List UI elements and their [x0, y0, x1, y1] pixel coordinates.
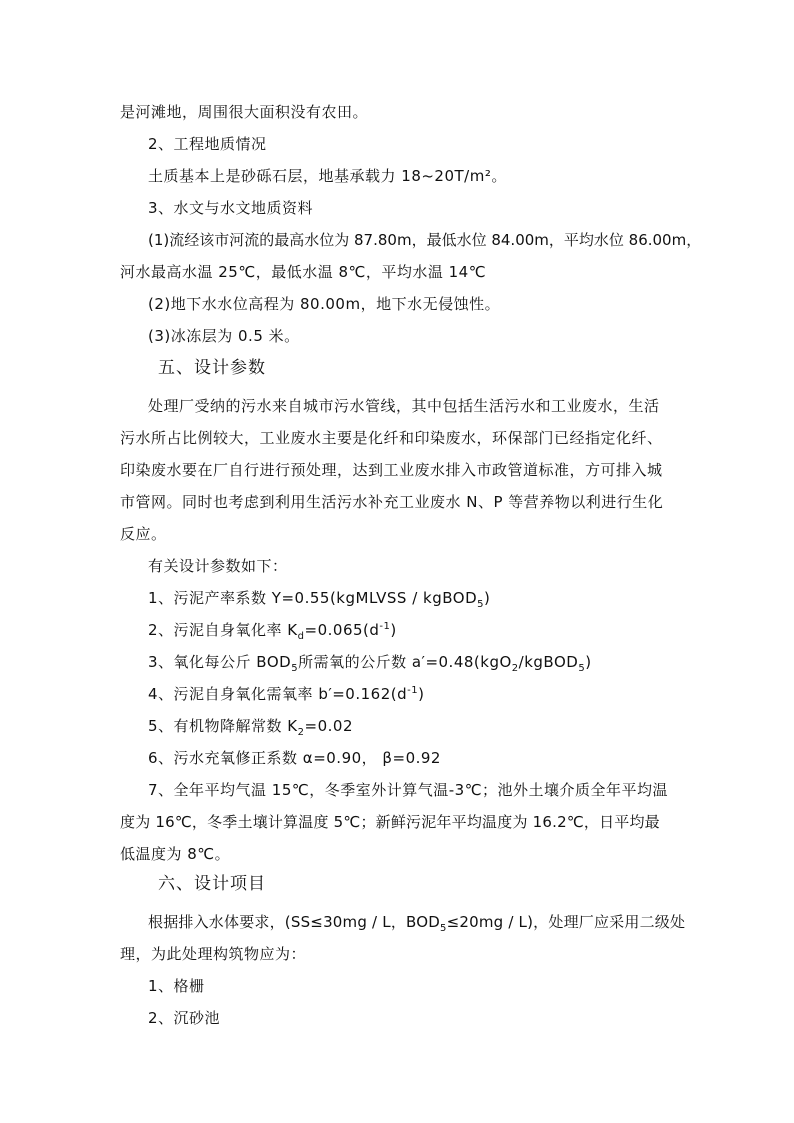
text-line: 河水最高水温 25℃，最低水温 8℃，平均水温 14℃ [120, 263, 487, 281]
text-line: 土质基本上是砂砾石层，地基承载力 18~20T/m²。 [148, 167, 507, 185]
paragraph-line: 低温度为 8℃。 [120, 845, 231, 863]
list-item: 2、沉砂池 [148, 1009, 221, 1027]
list-item: 1、格栅 [148, 977, 205, 995]
section-subheading: 2、工程地质情况 [148, 135, 267, 153]
parameter-item: 6、污水充氧修正系数 α=0.90， β=0.92 [148, 749, 441, 767]
parameter-item: 5、有机物降解常数 $K_2=0.02$ [148, 717, 353, 738]
parameter-item: 4、污泥自身氧化需氧率 $b'=0.162(d^{-1})$ [148, 685, 425, 703]
text-line: 是河滩地，周围很大面积没有农田。 [120, 103, 369, 121]
text-line: (2)地下水水位高程为 80.00m，地下水无侵蚀性。 [148, 295, 501, 313]
paragraph-line: 度为 16℃，冬季土壤计算温度 5℃；新鲜污泥年平均温度为 16.2℃，日平均最 [120, 813, 660, 831]
section-heading: 六、设计项目 [158, 874, 266, 894]
section-heading: 五、设计参数 [158, 358, 266, 378]
paragraph-line: 污水所占比例较大，工业废水主要是化纤和印染废水，环保部门已经指定化纤、 [120, 429, 663, 447]
paragraph-line: 理，为此处理构筑物应为： [120, 945, 307, 963]
paragraph-line: 处理厂受纳的污水来自城市污水管线，其中包括生活污水和工业废水，生活 [148, 397, 660, 415]
parameter-item: 2、污泥自身氧化率 $K_d=0.065(d^{-1})$ [148, 621, 397, 642]
paragraph-line: 反应。 [120, 525, 167, 543]
section-subheading: 3、水文与水文地质资料 [148, 199, 314, 217]
paragraph-line: 市管网。同时也考虑到利用生活污水补充工业废水 N、P 等营养物以利进行生化 [120, 493, 664, 511]
parameter-item: 1、污泥产率系数 Y=0.55(kgMLVSS / kgBOD$_5$) [148, 589, 491, 610]
paragraph-line: 有关设计参数如下： [148, 557, 288, 575]
parameter-item: 7、全年平均气温 15℃，冬季室外计算气温-3℃；池外土壤介质全年平均温 [148, 781, 669, 799]
text-line: (3)冰冻层为 0.5 米。 [148, 327, 300, 345]
parameter-item: 3、氧化每公斤 $BOD_5$所需氧的公斤数 a′=0.48(kgO$_2$/kgBOD$_5$) [148, 653, 592, 674]
paragraph-line: 根据排入水体要求，(SS≤30mg / L，$BOD_5\le 20mg / L$)，处理厂应采用二级处 [148, 913, 686, 934]
paragraph-line: 印染废水要在厂自行进行预处理，达到工业废水排入市政管道标准，方可排入城 [120, 461, 663, 479]
text-line: (1)流经该市河流的最高水位为 87.80m，最低水位 84.00m，平均水位 86.00m， [148, 231, 702, 249]
